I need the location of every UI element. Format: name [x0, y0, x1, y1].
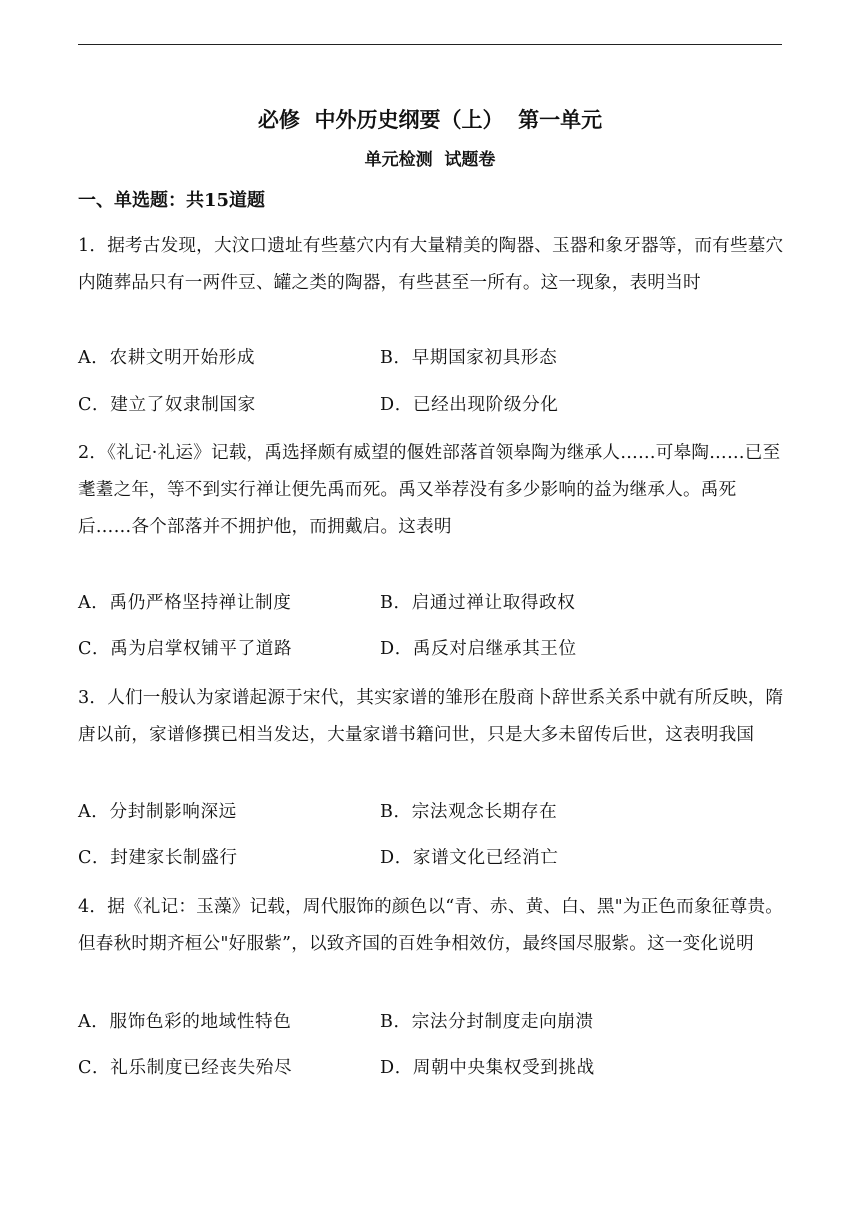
question-1-option-c[interactable]: C．建立了奴隶制国家 [78, 395, 256, 415]
question-1-option-b[interactable]: B．早期国家初具形态 [380, 348, 558, 368]
header-rule [78, 44, 782, 45]
question-3-option-c[interactable]: C．封建家长制盛行 [78, 848, 238, 868]
question-3-option-b[interactable]: B．宗法观念长期存在 [380, 802, 558, 822]
question-2-stem: 2．《礼记·礼运》记载，禹选择颇有威望的偃姓部落首领皋陶为继承人……可皋陶……已至耄耋之年，等不到实行禅让便先禹而死。禹又举荐没有多少影响的益为继承人。禹死后……各个部落并不拥护他，而拥戴启。这表明 [78, 443, 781, 537]
question-4-option-c[interactable]: C．礼乐制度已经丧失殆尽 [78, 1058, 293, 1078]
question-2-option-c[interactable]: C．禹为启掌权铺平了道路 [78, 639, 293, 659]
section-heading: 一、单选题：共15道题 [78, 190, 266, 211]
question-1-option-a[interactable]: A．农耕文明开始形成 [78, 348, 256, 368]
question-4-option-a[interactable]: A．服饰色彩的地域性特色 [78, 1012, 292, 1032]
question-2-option-a[interactable]: A．禹仍严格坚持禅让制度 [78, 593, 292, 613]
question-4-option-b[interactable]: B．宗法分封制度走向崩溃 [380, 1012, 594, 1032]
question-2-option-b[interactable]: B．启通过禅让取得政权 [380, 593, 576, 613]
document-title: 必修 中外历史纲要（上） 第一单元 [257, 107, 603, 132]
question-3-option-a[interactable]: A．分封制影响深远 [78, 802, 237, 822]
question-3-option-d[interactable]: D．家谱文化已经消亡 [380, 848, 559, 868]
question-4-stem: 4．据《礼记：玉藻》记载，周代服饰的颜色以“青、赤、黄、白、黑"为正色而象征尊贵。但春秋时期齐桓公"好服紫”，以致齐国的百姓争相效仿，最终国尽服紫。这一变化说明 [78, 897, 784, 954]
question-2-option-d[interactable]: D．禹反对启继承其王位 [380, 639, 577, 659]
document-subtitle: 单元检测 试题卷 [364, 150, 496, 170]
question-3-stem: 3．人们一般认为家谱起源于宋代，其实家谱的雏形在殷商卜辞世系关系中就有所反映，隋唐以前，家谱修撰已相当发达，大量家谱书籍问世，只是大多未留传后世，这表明我国 [78, 688, 784, 745]
question-1-stem: 1．据考古发现，大汶口遗址有些墓穴内有大量精美的陶器、玉器和象牙器等，而有些墓穴内随葬品只有一两件豆、罐之类的陶器，有些甚至一所有。这一现象，表明当时 [78, 236, 784, 293]
question-1-option-d[interactable]: D．已经出现阶级分化 [380, 395, 559, 415]
question-4-option-d[interactable]: D．周朝中央集权受到挑战 [380, 1058, 595, 1078]
